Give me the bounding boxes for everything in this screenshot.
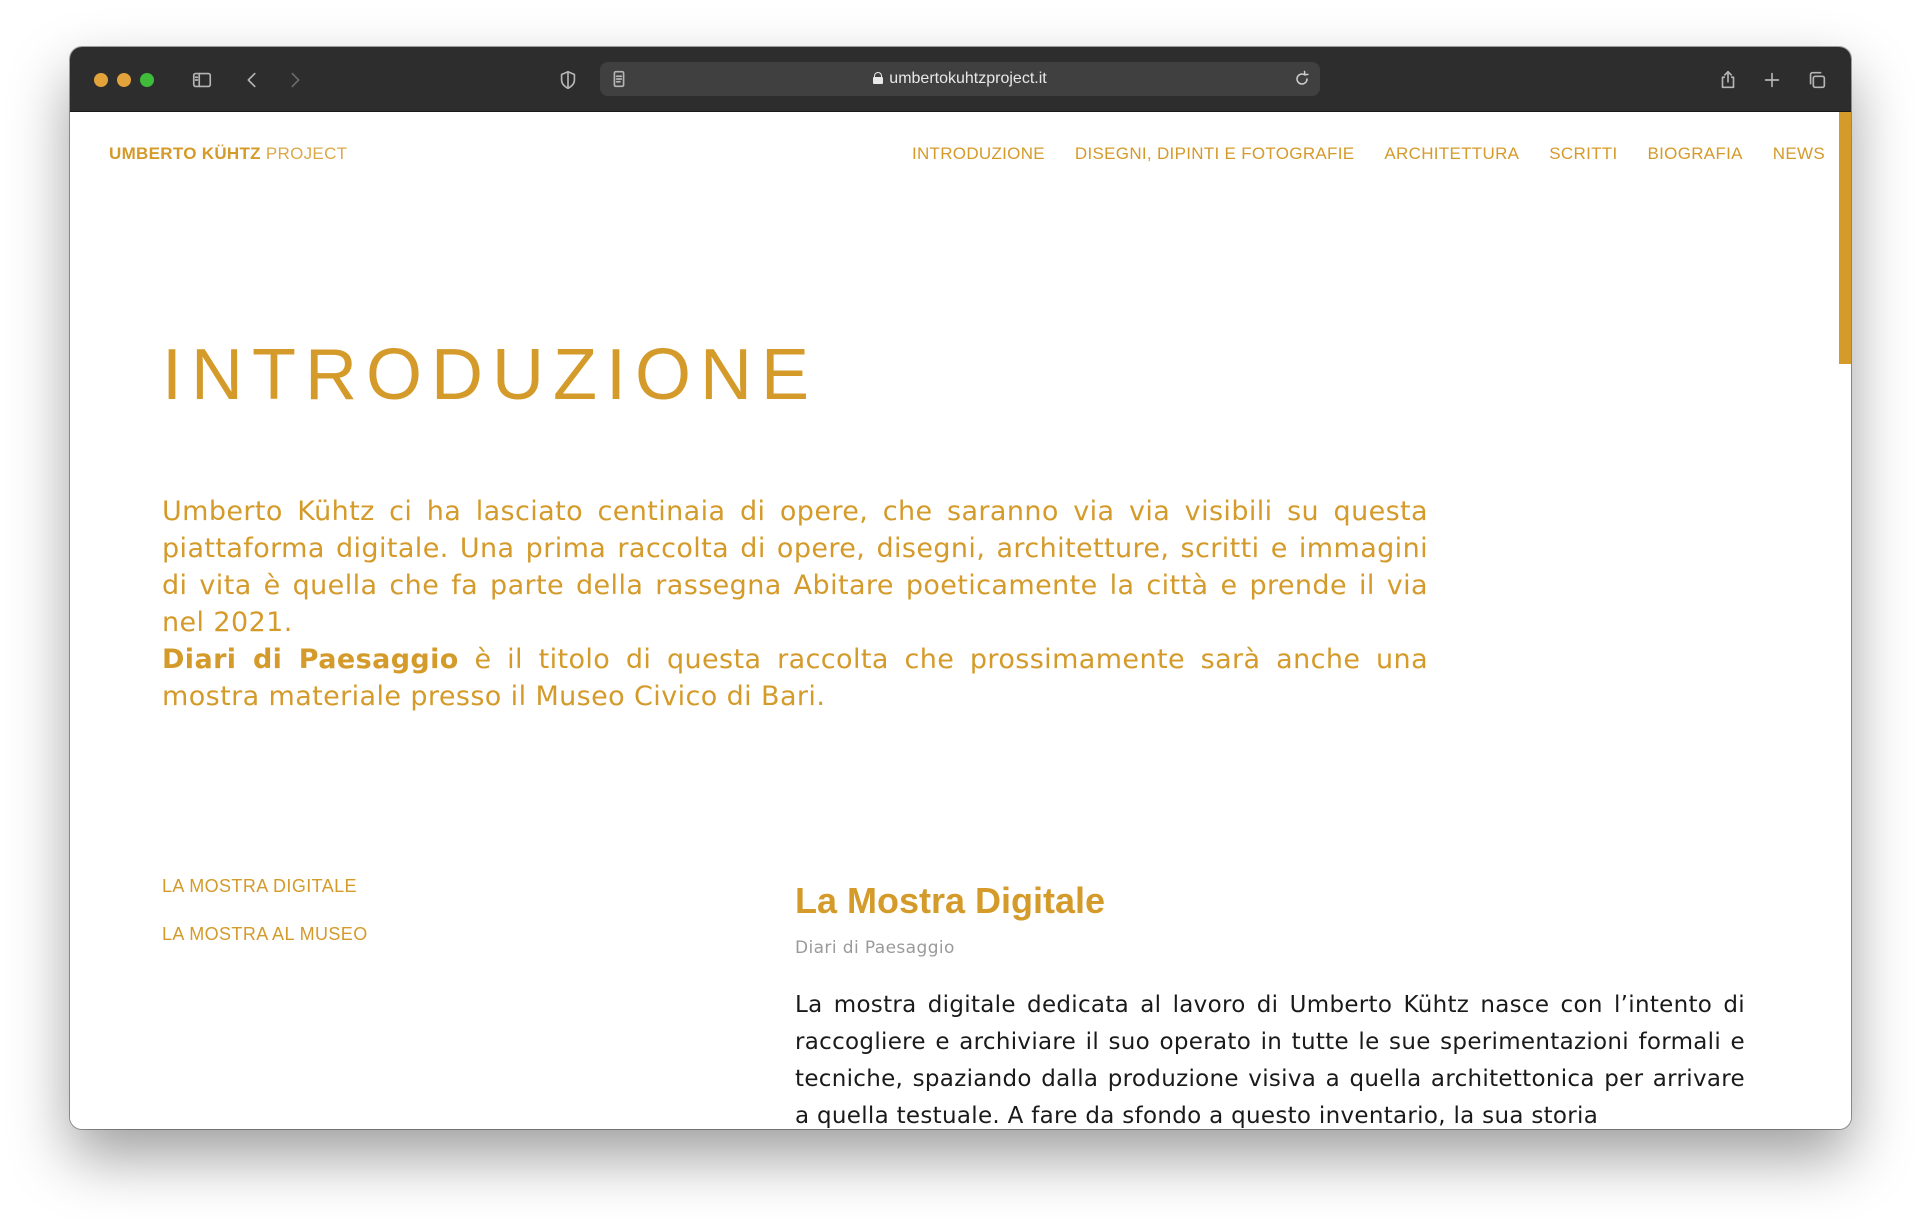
section-body: La mostra digitale dedicata al lavoro di Umberto Kühtz nasce con l’intento di raccogliere e archiviare il suo operato in tutte le sue sperimentazioni formali e tecniche, spaziando dalla produzione visiva a quella architettonica per arrivare a quella testuale. A fare da sfondo a questo inventario, la sua storia xyxy=(795,992,1745,1129)
site-logo[interactable] xyxy=(109,144,347,164)
browser-window xyxy=(70,47,1851,1129)
nav-item-news[interactable]: NEWS xyxy=(1772,144,1825,163)
nav-item-scritti[interactable]: SCRITTI xyxy=(1549,144,1618,163)
side-link-mostra-digitale[interactable]: LA MOSTRA DIGITALE xyxy=(162,876,357,896)
scrollbar-thumb[interactable] xyxy=(1839,112,1851,364)
zoom-window-button[interactable] xyxy=(140,73,154,87)
url-text: umbertokuhtzproject.it xyxy=(889,70,1047,87)
side-link-mostra-museo[interactable]: LA MOSTRA AL MUSEO xyxy=(162,924,368,944)
nav-item-architettura[interactable]: ARCHITETTURA xyxy=(1384,144,1520,163)
page-scrollbar[interactable] xyxy=(1839,112,1851,1129)
intro-bold-title: Diari di Paesaggio xyxy=(162,644,459,675)
page-title: INTRODUZIONE xyxy=(162,335,818,415)
section-title: La Mostra Digitale xyxy=(795,880,1106,921)
minimize-window-button[interactable] xyxy=(117,73,131,87)
tab-overview-icon[interactable] xyxy=(1803,66,1831,94)
nav-item-biografia[interactable]: BIOGRAFIA xyxy=(1647,144,1743,163)
sidebar-toggle-icon[interactable] xyxy=(188,66,216,94)
logo-bold-text: UMBERTO KÜHTZ xyxy=(109,144,261,163)
reload-icon[interactable] xyxy=(1292,69,1312,89)
lock-icon xyxy=(873,72,883,84)
share-icon[interactable] xyxy=(1714,66,1742,94)
logo-light-text: PROJECT xyxy=(265,144,348,163)
section-side-nav xyxy=(162,876,368,972)
intro-paragraph xyxy=(162,493,1428,715)
intro-tail-text: è il titolo di questa raccolta che prossimamente sarà anche una mostra materiale presso il Museo Civico di Bari. xyxy=(162,644,1429,712)
close-window-button[interactable] xyxy=(94,73,108,87)
privacy-shield-icon[interactable] xyxy=(554,66,582,94)
intro-text: Umberto Kühtz ci ha lasciato centinaia di opere, che saranno via via visibili su questa piattaforma digitale. Una prima raccolta di opere, disegni, architetture, scritti e immagini di vita è quella che fa parte della rassegna Abitare poeticamente la città e prende il via nel 2021. xyxy=(162,496,1428,638)
main-nav xyxy=(912,144,1825,164)
new-tab-plus-icon[interactable] xyxy=(1758,66,1786,94)
nav-item-disegni[interactable]: DISEGNI, DIPINTI E FOTOGRAFIE xyxy=(1074,144,1355,163)
section-subtitle: Diari di Paesaggio xyxy=(795,938,955,958)
url-display[interactable] xyxy=(600,62,1320,96)
mostra-digitale-section xyxy=(795,880,1745,1129)
nav-item-introduzione[interactable]: INTRODUZIONE xyxy=(911,144,1045,163)
forward-arrow-icon[interactable] xyxy=(281,66,309,94)
browser-toolbar xyxy=(70,47,1851,112)
back-arrow-icon[interactable] xyxy=(238,66,266,94)
web-page xyxy=(70,112,1851,1129)
address-bar[interactable] xyxy=(600,62,1320,96)
